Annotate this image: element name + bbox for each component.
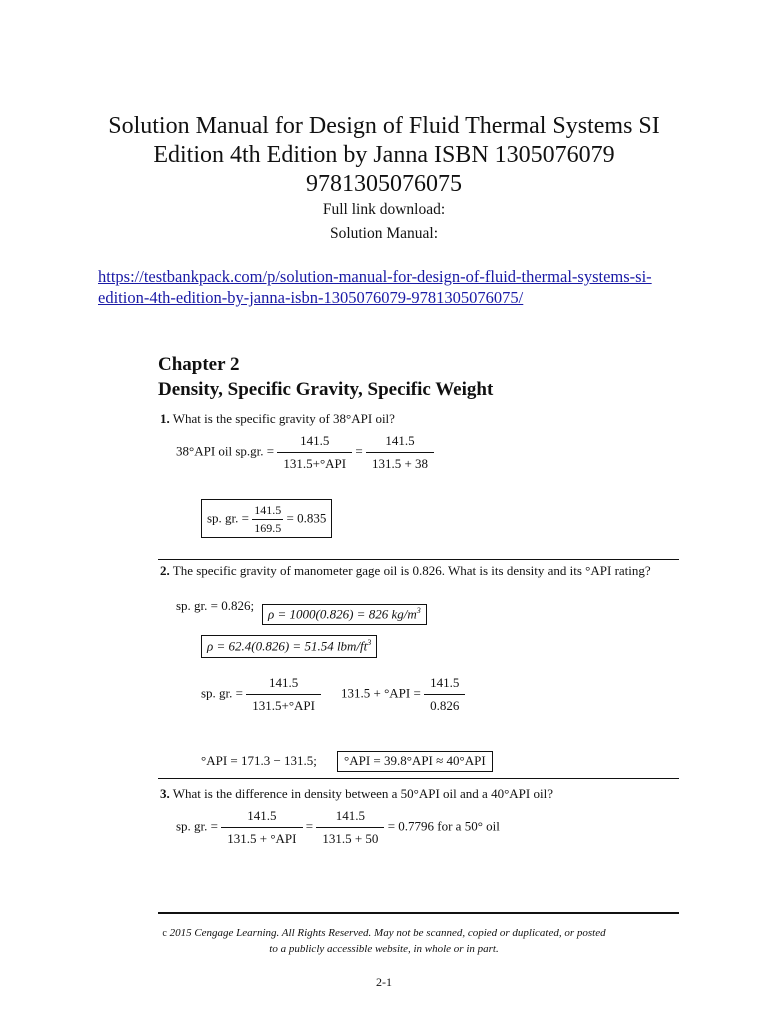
q1-fraction-numerator: 141.5 [300,433,330,448]
q1-box-lhs: sp. gr. = [207,510,250,526]
solution-manual-label: Solution Manual: [329,225,439,242]
footer-copyright-text: 2015 Cengage Learning. All Rights Reserved. May not be scanned, copied or duplicated, or posted [169,927,606,939]
q1-equals: = [266,443,275,459]
footer-c-mark: c [162,928,167,939]
question-3-text: What is the difference in density between a 50°API oil and a 40°API oil? [172,786,553,801]
q2-equals-2: = [413,685,421,701]
download-link-line-2[interactable]: edition-4th-edition-by-janna-isbn-1305076079-9781305076075/ [98,288,524,307]
q2-density-si-exponent: 3 [416,606,421,615]
q3-fraction [221,808,302,847]
document-title-line-1: Solution Manual for Design of Fluid Thermal Systems SI [108,113,660,139]
q2-api-result: °API = 39.8°API ≈ 40°API [344,753,486,768]
q2-density-english-exponent: 3 [367,638,372,647]
question-3 [160,786,553,802]
q1-lhs: 38°API oil sp.gr. [176,443,264,459]
chapter-title: Density, Specific Gravity, Specific Weight [158,379,494,400]
full-link-label: Full link download: [322,201,446,218]
q2-density-english: ρ = 62.4(0.826) = 51.54 lbm/ft [207,638,368,654]
question-2-number: 2. [160,563,170,578]
q1-fraction-2-numerator: 141.5 [385,433,415,448]
q2-density-english-box [201,635,377,658]
q3-fraction-2-denominator: 131.5 + 50 [316,827,384,847]
q2-api-result-box [337,751,493,772]
footer-copyright-line-1 [0,925,768,942]
divider-2 [158,778,679,779]
question-2 [160,563,651,579]
q2-density-si: ρ = 1000(0.826) = 826 kg/m [268,606,417,622]
q3-equation [176,808,500,847]
q1-fraction-denominator: 131.5+°API [277,452,352,472]
q3-fraction-2 [316,808,384,847]
q2-equation-2 [341,675,465,714]
q2-fraction-2 [424,675,465,714]
q2-fraction-2-denominator: 0.826 [424,694,465,714]
q2-fraction-2-numerator: 141.5 [430,675,460,690]
document-title-line-3: 9781305076075 [306,171,462,197]
q1-answer-box [201,499,332,538]
q2-equals: = [235,685,244,701]
q3-fraction-2-numerator: 141.5 [335,808,366,823]
q1-box-numerator: 141.5 [254,503,282,517]
q2-density-si-box [262,604,427,625]
q2-api-calc: °API = 171.3 − 131.5; [201,753,317,768]
question-1-equation [176,433,434,472]
q2-fraction-denominator: 131.5+°API [246,694,321,714]
q1-equals-2: = [355,443,363,459]
q3-fraction-numerator: 141.5 [247,808,277,823]
q3-result: = 0.7796 for a 50° oil [387,818,500,834]
question-1 [160,411,395,427]
divider-1 [158,559,679,560]
question-1-text: What is the specific gravity of 38°API oil? [172,411,395,426]
q2-spgr-given: sp. gr. = 0.826; [176,598,255,613]
q2-lhs: sp. gr. [201,685,233,701]
q1-fraction-2 [366,433,434,472]
q3-fraction-denominator: 131.5 + °API [221,827,302,847]
question-3-number: 3. [160,786,170,801]
q2-fraction [246,675,321,714]
chapter-number: Chapter 2 [158,354,240,375]
download-link-line-1[interactable]: https://testbankpack.com/p/solution-manual-for-design-of-fluid-thermal-systems-si- [98,267,652,286]
q3-equals-2: = [305,818,314,834]
q3-lhs: sp. gr. [176,818,208,834]
document-title-line-2: Edition 4th Edition by Janna ISBN 1305076079 [153,142,615,168]
q3-equals: = [210,818,219,834]
footer-divider [158,912,679,914]
q1-box-denominator: 169.5 [254,521,282,535]
q2-equation [201,675,321,714]
q1-box-fraction [252,503,283,536]
q2-lhs-2: 131.5 + °API [341,685,411,701]
q1-fraction-2-denominator: 131.5 + 38 [366,452,434,472]
q1-box-result: = 0.835 [286,510,327,526]
question-2-text: The specific gravity of manometer gage oil is 0.826. What is its density and its °API rating? [172,563,651,578]
page-number: 2-1 [376,975,392,989]
question-1-number: 1. [160,411,170,426]
footer-copyright-line-2: to a publicly accessible website, in whole or in part. [269,943,499,955]
q1-fraction [277,433,352,472]
q2-fraction-numerator: 141.5 [269,675,299,690]
